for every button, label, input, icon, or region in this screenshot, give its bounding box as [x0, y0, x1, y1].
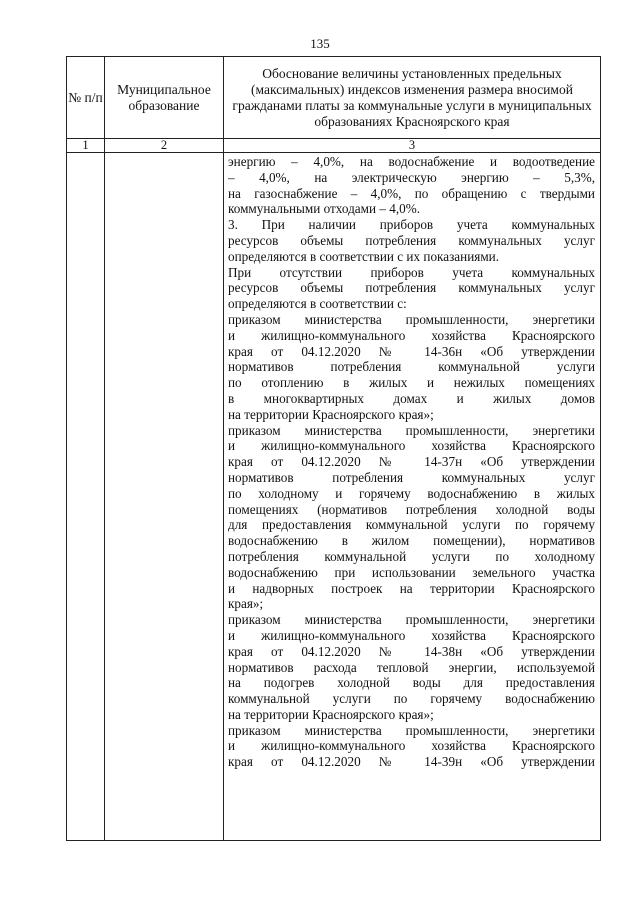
justification-line: коммунальной услуги по горячему водоснабжению	[228, 691, 595, 707]
justification-line: и жилищно-коммунального хозяйства Красноярского	[228, 738, 595, 754]
justification-line: При отсутствии приборов учета коммунальных	[228, 264, 595, 280]
justification-line: края от 04.12.2020 № 14-37н «Об утверждении	[228, 454, 595, 470]
justification-line: по отоплению в жилых и нежилых помещениях	[228, 375, 595, 391]
row-number-cell	[67, 153, 105, 841]
justification-line: коммунальными отходами – 4,0%.	[228, 201, 421, 217]
justification-line: и жилищно-коммунального хозяйства Красноярского	[228, 438, 595, 454]
justification-line: по холодному и горячему водоснабжению в жилых	[228, 485, 595, 501]
column-number-2: 2	[105, 139, 224, 153]
justification-line: 3. При наличии приборов учета коммунальных	[228, 217, 595, 233]
justification-line: ресурсов объемы потребления коммунальных услуг	[228, 232, 595, 248]
column-number-row	[67, 139, 601, 153]
table-header-row	[67, 57, 601, 139]
justification-line: приказом министерства промышленности, энергетики	[228, 722, 595, 738]
justification-line: для предоставления коммунальной услуги по горячему	[228, 517, 595, 533]
header-justification-text: Обоснование величины установленных предельных (максимальных) индексов изменения размера вносимой гражданами платы за коммунальные услуги в муниципальных образованиях Красноярского края	[232, 65, 592, 129]
justification-line: определяются в соответствии с:	[228, 296, 407, 312]
justification-line: на территории Красноярского края»;	[228, 706, 434, 722]
justification-cell	[224, 153, 601, 841]
column-number-1: 1	[67, 139, 105, 153]
justification-line: и надворных построек на территории Красноярского	[228, 580, 595, 596]
table-row	[67, 153, 601, 841]
justification-table	[66, 56, 601, 841]
justification-line: ресурсов объемы потребления коммунальных услуг	[228, 280, 595, 296]
justification-line: помещениях (нормативов потребления холодной воды	[228, 501, 595, 517]
justification-line: приказом министерства промышленности, энергетики	[228, 311, 595, 327]
justification-line: края от 04.12.2020 № 14-38н «Об утверждении	[228, 643, 595, 659]
header-municipality	[105, 57, 224, 139]
justification-line: водоснабжению при использовании земельного участка	[228, 564, 595, 580]
justification-line: на газоснабжение – 4,0%, по обращению с твердыми	[228, 185, 595, 201]
justification-line: приказом министерства промышленности, энергетики	[228, 612, 595, 628]
municipality-cell	[105, 153, 224, 841]
justification-line: – 4,0%, на электрическую энергию – 5,3%,	[228, 169, 595, 185]
justification-line: края от 04.12.2020 № 14-39н «Об утверждении	[228, 754, 595, 770]
page-number: 135	[310, 36, 330, 51]
header-municipality-text: Муниципальное образование	[117, 81, 211, 113]
justification-line: энергию – 4,0%, на водоснабжение и водоотведение	[228, 154, 595, 169]
justification-line: на территории Красноярского края»;	[228, 406, 434, 422]
justification-line: определяются в соответствии с их показаниями.	[228, 248, 500, 264]
justification-text	[224, 153, 600, 770]
header-justification	[224, 57, 601, 139]
justification-line: водоснабжению в жилом помещении), нормативов	[228, 533, 595, 549]
justification-line: нормативов потребления коммунальной услуги	[228, 359, 595, 375]
justification-line: на подогрев холодной воды для предоставления	[228, 675, 595, 691]
column-number-3: 3	[224, 139, 601, 153]
justification-line: нормативов потребления коммунальных услуг	[228, 469, 595, 485]
justification-line: потребления коммунальной услуги по холодному	[228, 548, 595, 564]
justification-line: края от 04.12.2020 № 14-36н «Об утверждении	[228, 343, 595, 359]
header-row-number	[67, 57, 105, 139]
justification-line: нормативов расхода тепловой энергии, используемой	[228, 659, 595, 675]
justification-line: и жилищно-коммунального хозяйства Красноярского	[228, 627, 595, 643]
justification-line: и жилищно-коммунального хозяйства Красноярского	[228, 327, 595, 343]
header-row-number-text: № п/п	[68, 89, 103, 105]
justification-line: в многоквартирных домах и жилых домов	[228, 390, 595, 406]
justification-line: приказом министерства промышленности, энергетики	[228, 422, 595, 438]
justification-line: края»;	[228, 596, 264, 612]
